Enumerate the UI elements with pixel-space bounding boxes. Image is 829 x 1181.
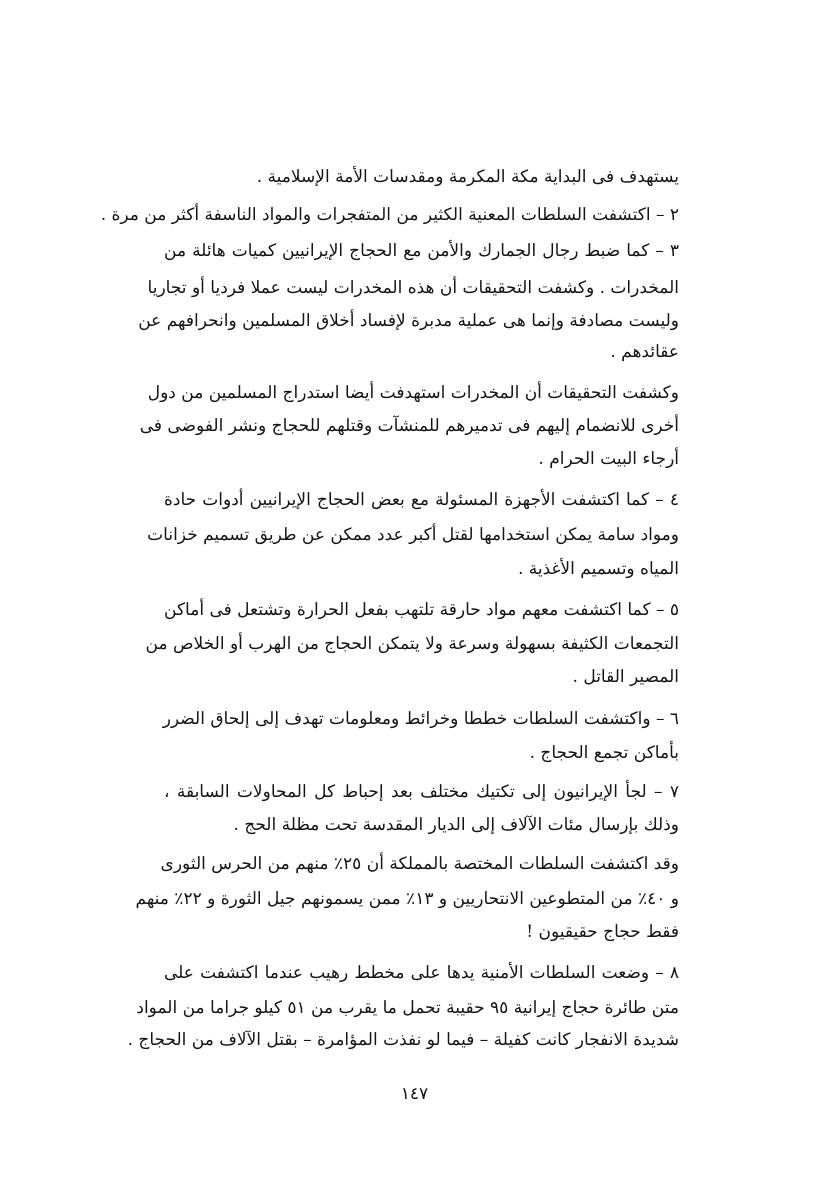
text-line: التجمعات الكثيفة بسهولة وسرعة ولا يتمكن الحجاج من الهرب أو الخلاص من <box>145 634 679 654</box>
text-line: المياه وتسميم الأغذية . <box>517 559 679 579</box>
text-line: المصير القاتل . <box>572 667 679 687</box>
text-line: يستهدف فى البداية مكة المكرمة ومقدسات الأمة الإسلامية . <box>256 167 679 187</box>
text-line: ٥ – كما اكتشفت معهم مواد حارقة تلتهب بفعل الحرارة وتشتعل فى أماكن <box>164 600 679 620</box>
text-line: بأماكن تجمع الحجاج . <box>529 743 679 763</box>
text-line: وقد اكتشفت السلطات المختصة بالمملكة أن ٢٥٪ منهم من الحرس الثورى <box>160 854 679 874</box>
text-line: متن طائرة حجاج إيرانية ٩٥ حقيبة تحمل ما يقرب من ٥١ كيلو جراما من المواد <box>136 998 679 1018</box>
text-line: و ٤٠٪ من المتطوعين الانتحاريين و ١٣٪ ممن يسمونهم جيل الثورة و ٢٢٪ منهم <box>135 889 679 909</box>
text-line: شديدة الانفجار كانت كفيلة – فيما لو نفذت المؤامرة – بقتل الآلاف من الحجاج . <box>127 1030 679 1050</box>
text-line: ٨ – وضعت السلطات الأمنية يدها على مخطط رهيب عندما اكتشفت على <box>164 963 679 983</box>
text-line: ٦ – واكتشفت السلطات خططا وخرائط ومعلومات تهدف إلى إلحاق الضرر <box>162 709 679 729</box>
text-line: عقائدهم . <box>610 342 679 362</box>
text-line: ومواد سامة يمكن استخدامها لقتل أكبر عدد ممكن عن طريق تسميم خزانات <box>147 525 679 545</box>
text-line: وليست مصادفة وإنما هى عملية مدبرة لإفساد أخلاق المسلمين وانحرافهم عن <box>138 311 679 331</box>
text-line: فقط حجاج حقيقيون ! <box>526 922 679 942</box>
text-line: ٧ – لجأ الإيرانيون إلى تكتيك مختلف بعد إحباط كل المحاولات السابقة ، <box>164 782 679 802</box>
text-line: ٣ – كما ضبط رجال الجمارك والأمن مع الحجاج الإيرانيين كميات هائلة من <box>164 241 679 261</box>
text-line: وكشفت التحقيقات أن المخدرات استهدفت أيضا استدراج المسلمين من دول <box>147 383 679 403</box>
text-line: وذلك بإرسال مئات الآلاف إلى الديار المقدسة تحت مظلة الحج . <box>233 815 679 835</box>
text-line: أخرى للانضمام إليهم فى تدميرهم للمنشآت وقتلهم للحجاج ونشر الفوضى فى <box>139 416 679 436</box>
page-number: ١٤٧ <box>400 1084 429 1104</box>
text-line: أرجاء البيت الحرام . <box>538 449 679 469</box>
text-line: المخدرات . وكشفت التحقيقات أن هذه المخدرات ليست عملا فرديا أو تجاريا <box>147 278 679 298</box>
text-line: ٢ – اكتشفت السلطات المعنية الكثير من المتفجرات والمواد الناسفة أكثر من مرة . <box>100 205 679 225</box>
text-line: ٤ – كما اكتشفت الأجهزة المسئولة مع بعض الحجاج الإيرانيين أدوات حادة <box>164 490 679 510</box>
